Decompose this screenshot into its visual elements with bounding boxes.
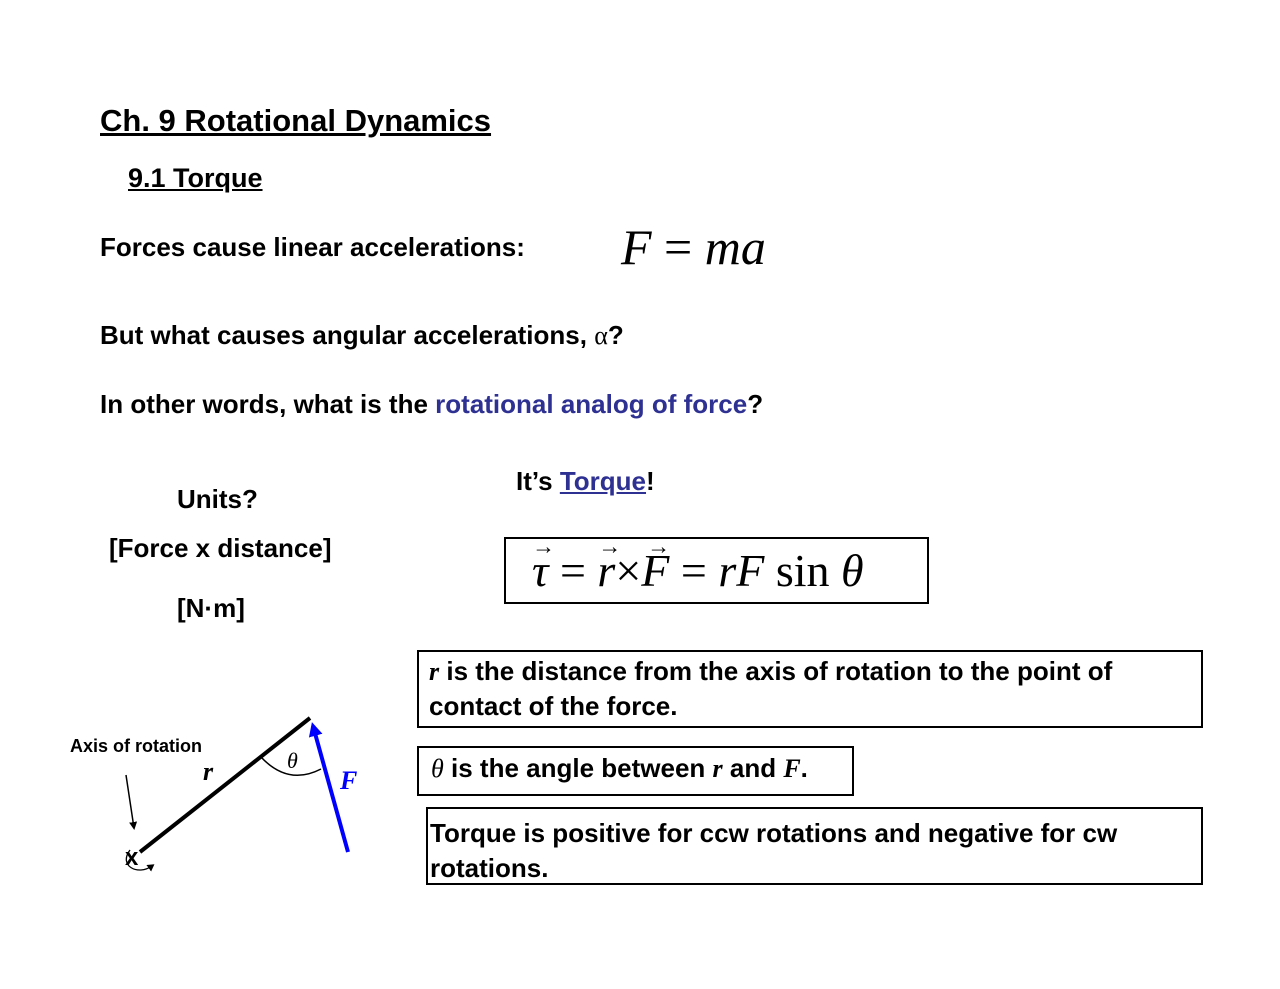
theta-definition-text: is the angle between [443, 753, 713, 783]
fma-F: F [621, 219, 652, 275]
torque-diagram [60, 700, 390, 900]
angular-question [100, 320, 624, 351]
torque-eq-equals-2: = [669, 545, 719, 596]
units-force-distance: [Force x distance] [109, 533, 332, 563]
tau-vector: → τ [532, 544, 548, 597]
alpha-symbol: α [594, 321, 608, 350]
theta-box-F: F [783, 754, 801, 783]
other-words-prefix: In other words, what is the [100, 389, 436, 419]
axis-of-rotation-label: Axis of rotation [70, 736, 203, 756]
angular-question-mark: ? [607, 320, 624, 350]
its-torque-suffix: ! [646, 466, 655, 496]
axis-x-mark: x [125, 844, 139, 871]
r-label: r [203, 757, 214, 786]
angular-question-text: But what causes angular accelerations, [100, 320, 595, 350]
r-variable: r [429, 657, 440, 686]
torque-eq-equals-1: = [548, 545, 598, 596]
section-subtitle: 9.1 Torque [128, 163, 263, 193]
theta-box-r: r [712, 754, 723, 783]
theta-label: θ [287, 748, 298, 773]
axis-pointer-arrow [126, 775, 134, 828]
torque-sign-convention-box: Torque is positive for ccw rotations and negative for cw rotations. [426, 807, 1203, 885]
units-question: Units? [177, 484, 258, 514]
theta-term: θ [841, 545, 864, 596]
F-vector: → F [641, 544, 669, 597]
F-label: F [340, 766, 358, 795]
torque-equation [532, 543, 864, 597]
its-torque-prefix: It’s [516, 466, 560, 496]
theta-box-and: and [722, 753, 784, 783]
torque-link[interactable]: Torque [559, 466, 647, 496]
r-definition-box [417, 650, 1203, 728]
slide-title: Ch. 9 Rotational Dynamics [100, 103, 492, 138]
cross-product-symbol: × [615, 545, 642, 596]
other-words-suffix: ? [747, 389, 764, 419]
r-vector: → r [597, 544, 615, 597]
rotational-analog-highlight: rotational analog of force [435, 389, 748, 419]
fma-ma: ma [704, 219, 766, 275]
forces-statement: Forces cause linear accelerations: [100, 232, 525, 262]
units-newton-meter: [N·m] [177, 593, 245, 623]
rF-term: rF [718, 545, 765, 596]
rotational-analog-question [100, 389, 763, 420]
r-definition-text: is the distance from the axis of rotation to the point of contact of the force. [429, 656, 1113, 721]
its-torque-statement [516, 466, 655, 497]
theta-variable: θ [431, 754, 444, 783]
newton-second-law-equation [621, 218, 766, 276]
sin-function: sin [764, 545, 842, 596]
theta-box-period: . [800, 753, 808, 783]
theta-definition-box [417, 746, 854, 796]
fma-equals: = [651, 219, 705, 275]
